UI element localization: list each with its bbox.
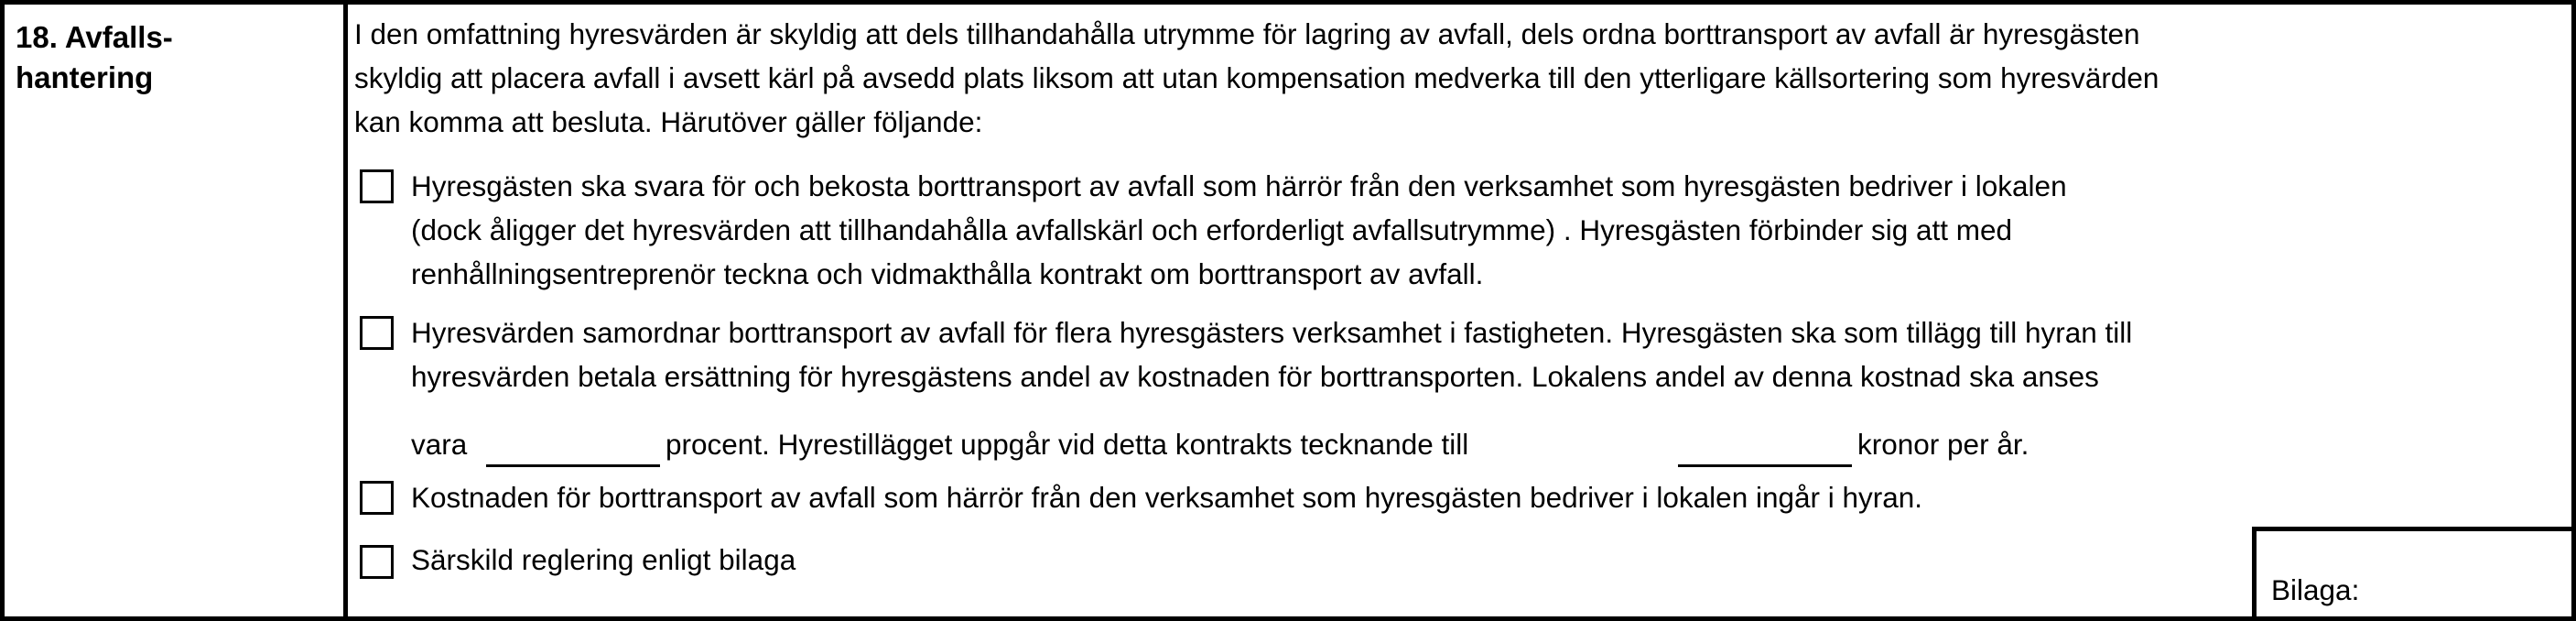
option-1-checkbox[interactable] <box>360 169 394 203</box>
option-4-checkbox[interactable] <box>360 545 394 579</box>
option-4-text: Särskild reglering enligt bilaga <box>411 543 796 576</box>
option-2-text: hyresvärden betala ersättning för hyresgästens andel av kostnaden för borttransporten. Lokalens andel av denna kostnad ska anses <box>411 360 2099 393</box>
fill-line-middle: procent. Hyrestillägget uppgår vid detta kontrakts tecknande till <box>666 428 1469 461</box>
attachment-box <box>2252 527 2576 621</box>
section-title: 18. Avfalls- hantering <box>16 20 173 94</box>
option-3-checkbox[interactable] <box>360 481 394 515</box>
intro-line: kan komma att besluta. Härutöver gäller följande: <box>354 105 983 138</box>
option-2-checkbox[interactable] <box>360 316 394 350</box>
option-1-text: (dock åligger det hyresvärden att tillhandahålla avfallskärl och erforderligt avfallsutrymme) . Hyresgästen förbinder sig att med <box>411 213 2013 246</box>
intro-line: skyldig att placera avfall i avsett kärl på avsedd plats liksom att utan kompensation medverka till den ytterligare källsortering som hyresvärden <box>354 61 2159 94</box>
percent-blank-field[interactable] <box>486 464 660 467</box>
fill-line-prefix: vara <box>411 428 468 461</box>
fill-line-suffix: kronor per år. <box>1857 428 2029 461</box>
amount-blank-field[interactable] <box>1678 464 1852 467</box>
attachment-label: Bilaga: <box>2271 573 2360 606</box>
intro-line: I den omfattning hyresvärden är skyldig att dels tillhandahålla utrymme för lagring av avfall, dels ordna borttransport av avfall är hyresgästen <box>354 17 2140 50</box>
option-3-text: Kostnaden för borttransport av avfall som härrör från den verksamhet som hyresgästen bedriver i lokalen ingår i hyran. <box>411 481 1923 514</box>
option-1-text: renhållningsentreprenör teckna och vidmakthålla kontrakt om borttransport av avfall. <box>411 257 1484 290</box>
option-1-text: Hyresgästen ska svara för och bekosta borttransport av avfall som härrör från den verksamhet som hyresgästen bedriver i lokalen <box>411 169 2067 202</box>
attachment-input[interactable] <box>2394 559 2571 616</box>
section-label-cell <box>5 5 348 616</box>
option-2-text: Hyresvärden samordnar borttransport av avfall för flera hyresgästers verksamhet i fastigheten. Hyresgästen ska som tillägg till hyran till <box>411 316 2133 349</box>
